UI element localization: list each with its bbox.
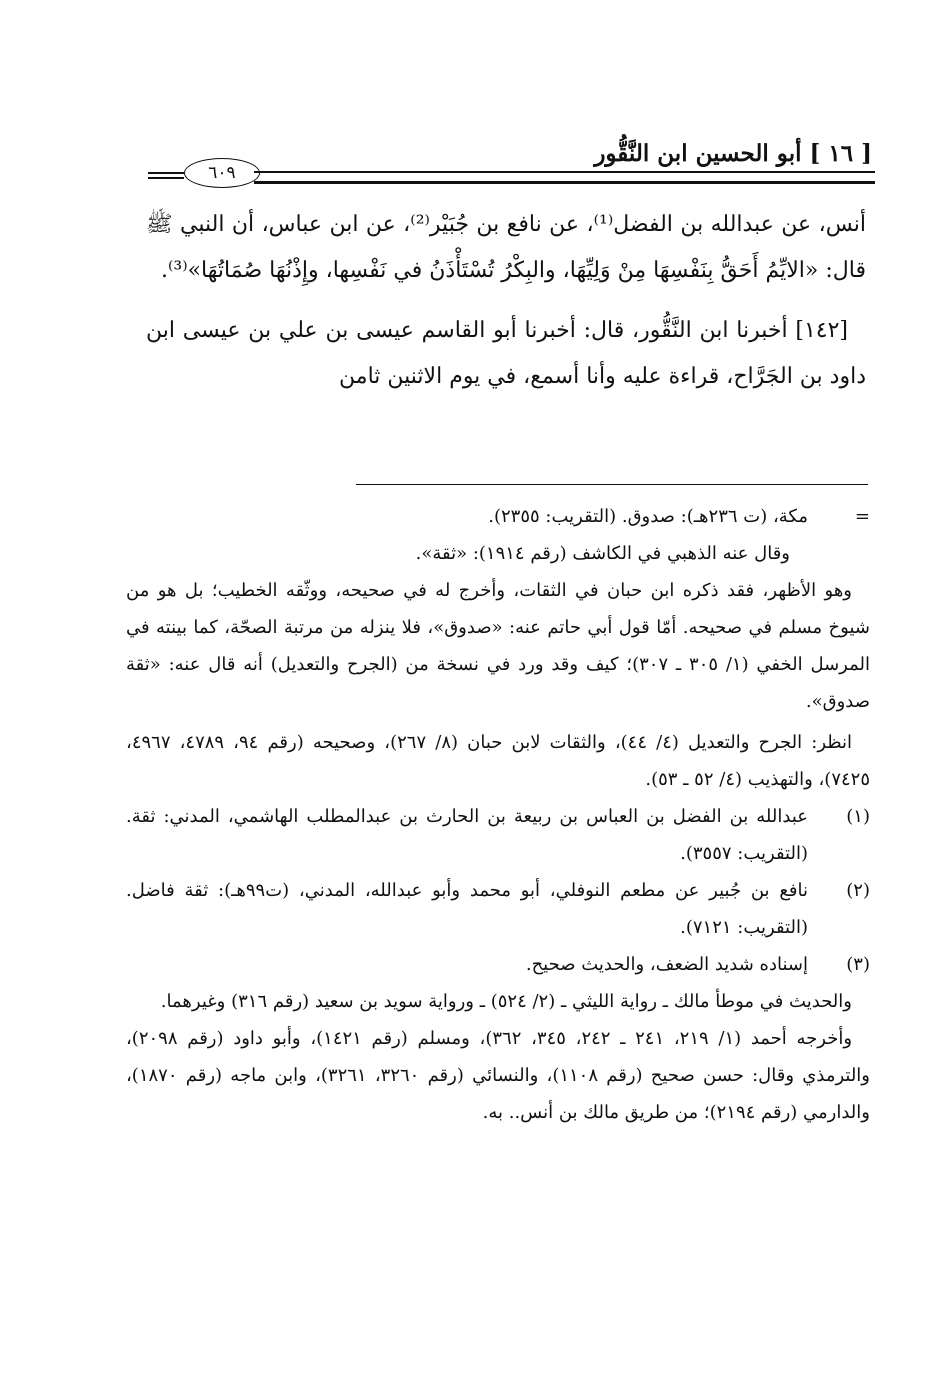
footnote-text: عبدالله بن الفضل بن العباس بن ربيعة بن الحارث بن عبدالمطلب الهاشمي، المدني: ثقة. (التقريب: ٣٥٥٧).: [126, 806, 808, 864]
footnote-continuation: [126, 572, 870, 720]
footnote-1: [126, 798, 870, 872]
footnote-continuation: [126, 498, 870, 535]
footnote-3-paragraph: وأخرجه أحمد (١/ ٢١٩، ٢٤١ ـ ٢٤٢، ٣٤٥، ٣٦٢)، ومسلم (رقم ١٤٢١)، وأبو داود (رقم ٢٠٩٨)، والترمذي وقال: حسن صحيح (رقم ١١٠٨)، والنسائي (رقم ٣٢٦٠، ٣٢٦١)، وابن ماجه (رقم ١٨٧٠)، والدارمي (رقم ٢١٩٤)؛ من طريق مالك بن أنس.. به.: [126, 1028, 870, 1123]
footnote-continuation: [126, 724, 870, 798]
main-paragraph-2: [١٤٢] أخبرنا ابن النَّقُّور، قال: أخبرنا أبو القاسم عيسى بن علي بن عيسى ابن داود بن الجَرَّاح، قراءة عليه وأنا أسمع، في يوم الاثنين ثامن: [146, 318, 866, 389]
footnotes: [126, 498, 870, 1131]
footnote-number: (٢): [846, 880, 870, 901]
main-paragraph-1: أنس، عن عبدالله بن الفضل⁽¹⁾، عن نافع بن جُبَيْر⁽²⁾، عن ابن عباس، أن النبي ﷺ قال: «الايِّمُ أَحَقُّ بِنَفْسِهَا مِنْ وَلِيِّهَا، والبِكْرُ تُسْتَأْذَنُ في نَفْسِها، وإِذْنُهَا صُمَاتُهَا»⁽³⁾.: [146, 212, 866, 283]
continuation-mark: =: [854, 506, 870, 527]
footnote-3: [126, 946, 870, 983]
footnote-text: انظر: الجرح والتعديل (٤/ ٤٤)، والثقات لابن حبان (٨/ ٢٦٧)، وصحيحه (رقم ٩٤، ٤٧٨٩، ٤٩٦٧، ٧٤٢٥)، والتهذيب (٤/ ٥٢ ـ ٥٣).: [126, 732, 870, 790]
running-head: [ ١٦ ] أبو الحسين ابن النَّقُّور: [594, 140, 872, 167]
footnote-2: [126, 872, 870, 946]
footnote-text: نافع بن جُبير عن مطعم النوفلي، أبو محمد وأبو عبدالله، المدني، (ت٩٩هـ): ثقة فاضل. (التقريب: ٧١٢١).: [126, 880, 808, 938]
footnote-text: مكة، (ت ٢٣٦هـ): صدوق. (التقريب: ٢٣٥٥).: [488, 506, 808, 527]
header-rule-left: [148, 172, 184, 179]
footnote-text: وقال عنه الذهبي في الكاشف (رقم ١٩١٤): «ثقة».: [415, 543, 790, 564]
main-text: [146, 202, 866, 400]
page-number: ٦٠٩: [184, 158, 260, 188]
footnote-text: إسناده شديد الضعف، والحديث صحيح.: [525, 954, 808, 975]
footnote-continuation: [126, 535, 870, 572]
header-rule: [140, 158, 875, 190]
footnote-text: وهو الأظهر، فقد ذكره ابن حبان في الثقات، وأخرج له في صحيحه، ووثّقه الخطيب؛ بل هو من شيوخ مسلم في صحيحه. أمّا قول أبي حاتم عنه: «صدوق»، فلا ينزله من مرتبة الصحّة، كما بينته في المرسل الخفي (١/ ٣٠٥ ـ ٣٠٧)؛ كيف وقد ورد في نسخة من (الجرح والتعديل) أنه قال عنه: «ثقة صدوق».: [126, 580, 870, 712]
footnote-separator: [356, 484, 868, 485]
footnote-number: (١): [846, 806, 870, 827]
footnote-3-paragraph: والحديث في موطأ مالك ـ رواية الليثي ـ (٢/ ٥٢٤) ـ ورواية سويد بن سعيد (رقم ٣١٦) وغيرهما.: [160, 991, 852, 1012]
header-rule-right: [254, 171, 875, 184]
footnote-number: (٣): [846, 954, 870, 975]
